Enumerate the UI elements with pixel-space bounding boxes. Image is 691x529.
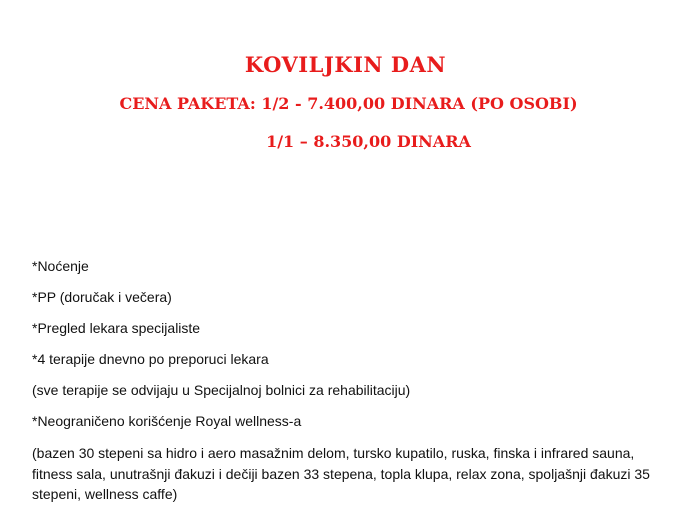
list-item-wellness-note: (bazen 30 stepeni sa hidro i aero masažnim delom, tursko kupatilo, ruska, finska i infrared sauna, fitness sala, unutrašnji đakuzi i dečiji bazen 33 stepena, topla klupa, relax zona, spoljašnji đakuzi 35 stepeni, wellness caffe) [32,445,650,502]
package-items-list [32,257,672,505]
package-price-line-2: 1/1 – 8.350,00 DINARA [266,132,471,151]
package-price-line-1: CENA PAKETA: 1/2 - 7.400,00 DINARA (PO OSOBI) [119,94,578,113]
list-item-half-board: *PP (doručak i večera) [32,289,172,305]
list-item-therapies: *4 terapije dnevno po preporuci lekara [32,351,269,367]
list-item-wellness: *Neograničeno korišćenje Royal wellness-a [32,413,302,429]
package-title: KOVILJKIN DAN [244,52,447,77]
list-item-therapies-note: (sve terapije se odvijaju u Specijalnoj bolnici za rehabilitaciju) [32,382,411,398]
list-item-lodging: *Noćenje [32,258,89,274]
list-item-specialist-exam: *Pregled lekara specijaliste [32,320,201,336]
